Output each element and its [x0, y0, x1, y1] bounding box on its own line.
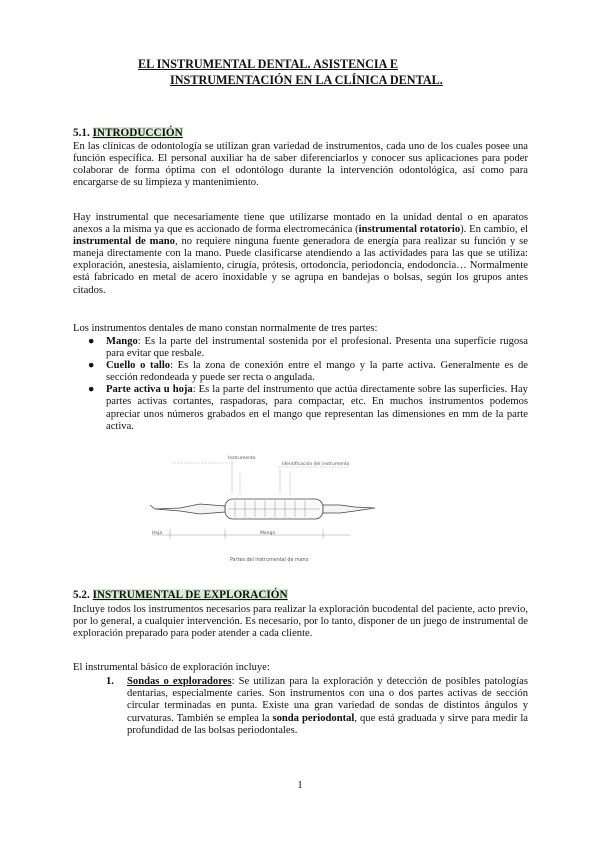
list-item: ● Cuello o tallo: Es la zona de conexión entre el mango y la parte activa. Generalmente es de sección redondeada y puede ser recta o angulada. [88, 360, 529, 384]
instrument-left-shank [155, 504, 225, 514]
section-2-number: 5.2. [73, 589, 90, 601]
item-bold: sonda periodontal [272, 712, 355, 724]
section-1-paragraph-2 [73, 212, 528, 297]
bullet-text: : Es la zona de conexión entre el mango y la parte activa. Generalmente es de sección redondeada y puede ser recta o angulada. [106, 360, 529, 384]
item-number: 1. [106, 676, 114, 687]
bullet-text: : Es la parte del instrumento que actúa directamente sobre las superficies. Hay partes activas cortantes, raspadoras, para compactar, etc. En muchos instrumentos podemos apreciar unos números grabados en el mango que representan las dimensiones en mm de la parte activa. [106, 384, 528, 432]
section-1-number: 5.1. [73, 127, 90, 139]
figure-label-handle: Mango [260, 531, 276, 536]
bullet-term: Cuello o tallo [106, 360, 171, 372]
section-1-title: INTRODUCCIÓN [92, 127, 183, 139]
p2-bold-mano: instrumental de mano [73, 236, 175, 248]
bullet-text: : Es la parte del instrumental sostenida por el profesional. Presenta una superficie rugosa para evitar que resbale. [106, 336, 528, 360]
p2-bold-rotatorio: instrumental rotatorio [358, 224, 461, 236]
section-2-paragraph-1: Incluye todos los instrumentos necesarios para realizar la exploración bucodental del paciente, acto previo, por lo general, a cualquier intervención. Es necesario, por lo tanto, disponer de un juego de instrumental de exploración preparado para poder atender a cada cliente. [73, 604, 528, 640]
instrument-right-shank [323, 505, 375, 513]
figure-caption: Partes del instrumental de mano [230, 558, 309, 563]
figure-label-instrument: Instrumento [228, 456, 256, 461]
list-item: ● Mango: Es la parte del instrumental sostenida por el profesional. Presenta una superficie rugosa para evitar que resbale. [88, 336, 528, 360]
parts-list [88, 336, 528, 433]
section-1-paragraph-3: Los instrumentos dentales de mano constan normalmente de tres partes: [73, 323, 378, 334]
section-2-heading [73, 589, 528, 601]
item-text-a: : Se utilizan para la exploración y detección de posibles patologías dentarias, especialmente caries. Son instrumentos con una o dos partes activas de sección circular terminadas en punta. Existe una gran variedad de sondas de distintos ángulos y curvaturas. También se emplea la [127, 676, 528, 724]
figure-label-identification: Identificación del instrumento [282, 462, 350, 467]
item-term: Sondas o exploradores [127, 676, 232, 687]
exploration-list [106, 676, 528, 737]
list-item [106, 676, 528, 737]
p2-text-e: , no requiere ninguna fuente generadora de energía para realizar su función y se maneja directamente con la mano. Puede clasificarse atendiendo a las actividades para las que se utiliza: exploración, anestesia, aislamiento, cirugía, prótesis, ortodoncia, periodoncia, endodoncia… Normalmente está fabricado en metal de acero inoxidable y se agrupa en bandejas o bolsas, según los grupos antes citados. [73, 236, 528, 296]
instrument-left-tip [150, 505, 155, 509]
page-number: 1 [297, 779, 303, 791]
instrument-figure [150, 453, 380, 567]
document-title [138, 56, 518, 88]
p2-text-a: Hay instrumental que necesariamente tiene que utilizarse montado en la unidad dental o en aparatos anexos a la misma ya que es accionado de forma electromecánica ( [73, 212, 528, 236]
section-1-heading [73, 127, 528, 139]
item-text-b: , que está graduada y sirve para medir la profundidad de las bolsas periodontales. [127, 712, 528, 736]
bullet-term: Parte activa u hoja [106, 384, 193, 396]
bullet-term: Mango [106, 336, 138, 347]
section-2-title: INSTRUMENTAL DE EXPLORACIÓN [92, 589, 288, 601]
title-line-2: INSTRUMENTACIÓN EN LA CLÍNICA DENTAL. [170, 73, 443, 87]
section-1-paragraph-1: En las clínicas de odontología se utilizan gran variedad de instrumentos, cada uno de los cuales posee una función específica. El personal auxiliar ha de saber diferenciarlos y conocer sus aplicaciones para poder colaborar de forma óptima con el odontólogo durante la intervención odontológica, así como para encargarse de su limpieza y mantenimiento. [73, 141, 528, 189]
figure-label-blade: Hoja [152, 531, 163, 536]
list-item: ● Parte activa u hoja: Es la parte del instrumento que actúa directamente sobre las superficies. Hay partes activas cortantes, raspadoras, para compactar, etc. En muchos instrumentos podemos apreciar unos números grabados en el mango que representan las dimensiones en mm de la parte activa. [88, 384, 528, 432]
title-line-1: EL INSTRUMENTAL DENTAL. ASISTENCIA E [138, 57, 398, 71]
p2-text-c: ). En cambio, el [460, 224, 528, 236]
section-2-paragraph-2: El instrumental básico de exploración incluye: [73, 662, 270, 673]
